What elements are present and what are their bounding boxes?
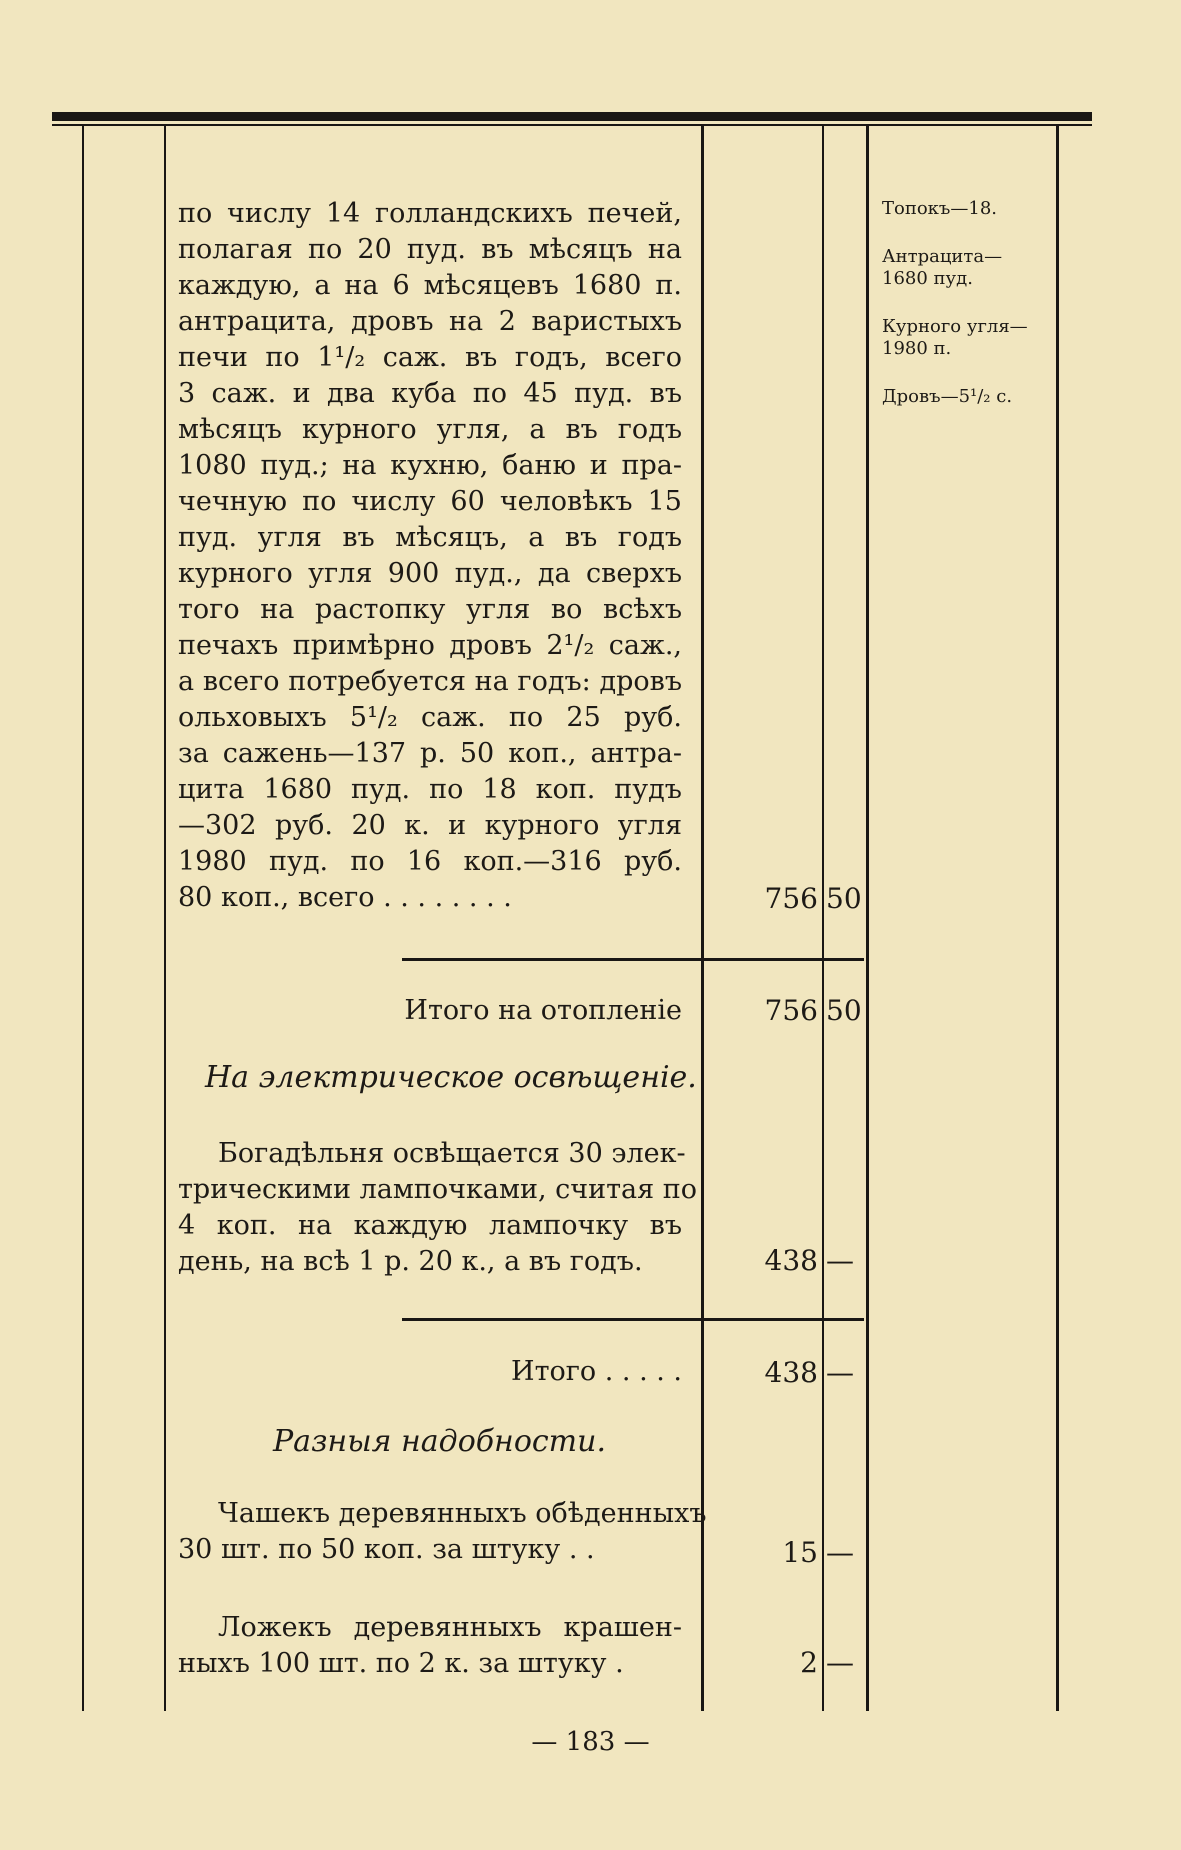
- left-border-line: [82, 126, 84, 1711]
- misc-heading: Разныя надобности.: [273, 1424, 606, 1459]
- heating-line: за сажень—137 р. 50 коп., антра-: [178, 738, 682, 769]
- heating-line: курного угля 900 пуд., да сверхъ: [178, 558, 682, 589]
- heating-total-rubles: 756: [764, 994, 818, 1027]
- subtotal-rule-amount: [704, 958, 864, 961]
- heating-line: а всего потребуется на годъ: дровъ: [178, 666, 682, 697]
- heating-line: ольховыхъ 5¹/₂ саж. по 25 руб.: [178, 702, 682, 733]
- electric-total-rubles: 438: [764, 1356, 818, 1389]
- heating-line: антрацита, дровъ на 2 варистыхъ: [178, 306, 682, 337]
- electric-paragraph: [178, 1136, 697, 1280]
- electric-total-kopecks: —: [826, 1356, 854, 1389]
- heating-paragraph: [178, 196, 682, 916]
- heating-line: каждую, а на 6 мѣсяцевъ 1680 п.: [178, 270, 682, 301]
- margin-note: Курного угля— 1980 п.: [882, 316, 1028, 359]
- heating-rubles: 756: [764, 882, 818, 915]
- top-double-rule: [52, 112, 1092, 121]
- spoons-line: ныхъ 100 шт. по 2 к. за штуку .: [178, 1648, 624, 1679]
- right-border-line: [1056, 126, 1059, 1711]
- text-column-line: [164, 126, 166, 1711]
- heating-line: 3 саж. и два куба по 45 пуд. въ: [178, 378, 682, 409]
- spoons-line: Ложекъ деревянныхъ крашен-: [218, 1612, 682, 1643]
- heating-line: 1980 пуд. по 16 коп.—316 руб.: [178, 846, 682, 877]
- margin-note: Антрацита— 1680 пуд.: [882, 246, 1003, 289]
- subtotal-rule: [402, 1318, 702, 1321]
- heating-total-label: Итого на отопленіе: [404, 995, 682, 1026]
- heating-line: полагая по 20 пуд. въ мѣсяцъ на: [178, 234, 682, 265]
- heating-line: по числу 14 голландскихъ печей,: [178, 198, 682, 229]
- subtotal-rule: [402, 958, 702, 961]
- electric-line: день, на всѣ 1 р. 20 к., а въ годъ.: [178, 1246, 643, 1277]
- cups-line: Чашекъ деревянныхъ обѣденныхъ: [218, 1498, 707, 1529]
- cups-rubles: 15: [782, 1536, 818, 1569]
- heating-line: цита 1680 пуд. по 18 коп. пудъ: [178, 774, 682, 805]
- heating-line: пуд. угля въ мѣсяцъ, а въ годъ: [178, 522, 682, 553]
- heating-line: печи по 1¹/₂ саж. въ годъ, всего: [178, 342, 682, 373]
- electric-total-label: Итого . . . . .: [511, 1356, 682, 1387]
- heating-line: 1080 пуд.; на кухню, баню и пра-: [178, 450, 682, 481]
- cups-paragraph: [178, 1496, 707, 1568]
- rubles-column-line: [701, 126, 704, 1711]
- heating-line: печахъ примѣрно дровъ 2¹/₂ саж.,: [178, 630, 682, 661]
- heating-line: чечную по числу 60 человѣкъ 15: [178, 486, 682, 517]
- cups-line: 30 шт. по 50 коп. за штуку . .: [178, 1534, 595, 1565]
- electric-line: 4 коп. на каждую лампочку въ: [178, 1210, 682, 1241]
- page-number: — 183 —: [531, 1727, 650, 1757]
- electric-line: трическими лампочками, считая по: [178, 1174, 697, 1205]
- subtotal-rule-amount: [704, 1318, 864, 1321]
- cups-kopecks: —: [826, 1536, 854, 1569]
- margin-note: Топокъ—18.: [882, 198, 998, 219]
- heating-kopecks: 50: [826, 882, 862, 915]
- notes-column-line: [866, 126, 869, 1711]
- margin-note: Дровъ—5¹/₂ с.: [882, 386, 1013, 407]
- margin-notes: [882, 198, 1052, 434]
- electric-kopecks: —: [826, 1244, 854, 1277]
- heating-line: мѣсяцъ курного угля, а въ годъ: [178, 414, 682, 445]
- heating-line: 80 коп., всего . . . . . . . .: [178, 882, 512, 913]
- kopecks-column-line: [822, 126, 824, 1711]
- electric-heading: На электрическое освѣщеніе.: [205, 1060, 697, 1095]
- heating-total-kopecks: 50: [826, 994, 862, 1027]
- heating-line: —302 руб. 20 к. и курного угля: [178, 810, 682, 841]
- spoons-rubles: 2: [800, 1646, 818, 1679]
- electric-rubles: 438: [764, 1244, 818, 1277]
- electric-line: Богадѣльня освѣщается 30 элек-: [218, 1138, 686, 1169]
- spoons-kopecks: —: [826, 1646, 854, 1679]
- spoons-paragraph: [178, 1610, 682, 1682]
- top-rule-thin: [52, 124, 1092, 126]
- heating-line: того на растопку угля во всѣхъ: [178, 594, 682, 625]
